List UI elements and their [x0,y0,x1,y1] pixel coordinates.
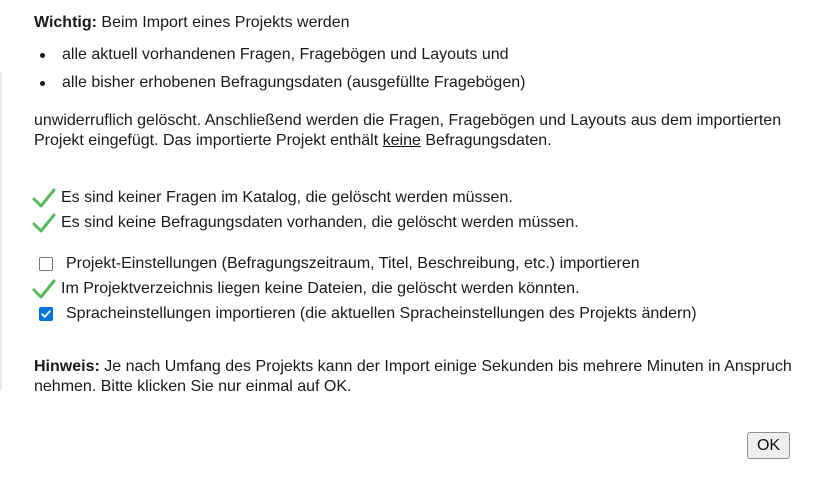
status-text: Es sind keine Befragungsdaten vorhanden, die gelöscht werden müssen. [61,213,579,231]
deletion-paragraph [34,111,814,151]
status-row-project-directory [34,276,814,301]
import-options [34,251,814,326]
status-row-questions [34,185,814,210]
paragraph-part1: unwiderruflich gelöscht. Anschließend werden die Fragen, Fragebögen und Layouts aus dem importierten Projekt eingefügt. Das importierte Projekt enthält [34,112,782,149]
intro-label: Wichtig: [34,14,97,31]
list-item: alle aktuell vorhandenen Fragen, Fragebögen und Layouts und [62,45,814,65]
left-edge-divider [0,72,2,390]
checkmark-icon [40,308,52,320]
check-icon [32,277,56,301]
import-dialog [34,13,814,397]
option-row-project-settings[interactable] [34,251,814,276]
paragraph-underlined: keine [382,132,421,149]
check-icon [32,211,56,235]
deletion-list [34,45,814,93]
option-row-language-settings[interactable] [34,301,814,326]
status-text: Es sind keiner Fragen im Katalog, die gelöscht werden müssen. [61,188,513,206]
intro-body: Beim Import eines Projekts werden [96,14,350,31]
project-settings-label[interactable]: Projekt-Einstellungen (Befragungszeitraum, Titel, Beschreibung, etc.) importieren [66,254,640,272]
status-text: Im Projektverzeichnis liegen keine Dateien, die gelöscht werden könnten. [61,279,580,297]
status-list [34,185,814,235]
paragraph-part2: Befragungsdaten. [420,132,552,149]
language-settings-label[interactable]: Spracheinstellungen importieren (die aktuellen Spracheinstellungen des Projekts ändern) [66,304,697,322]
intro-text [34,13,814,33]
status-row-survey-data [34,210,814,235]
ok-button[interactable]: OK [747,432,790,459]
check-icon [32,186,56,210]
list-item: alle bisher erhobenen Befragungsdaten (ausgefüllte Fragebögen) [62,73,814,93]
project-settings-checkbox[interactable] [39,257,53,271]
hint-label: Hinweis: [34,358,100,375]
hint-body: Je nach Umfang des Projekts kann der Import einige Sekunden bis mehrere Minuten in Anspruch nehmen. Bitte klicken Sie nur einmal auf OK. [34,358,792,395]
language-settings-checkbox[interactable] [39,307,53,321]
hint-text [34,357,814,397]
